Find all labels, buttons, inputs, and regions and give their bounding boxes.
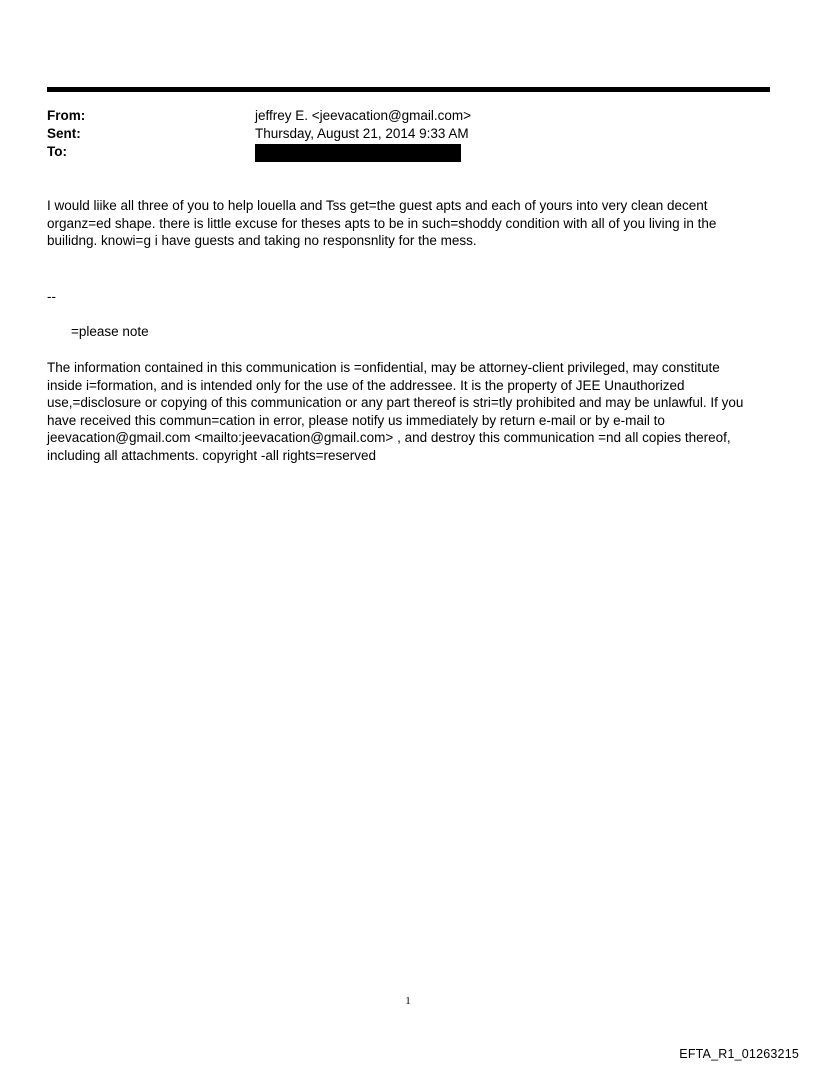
sent-label: Sent: xyxy=(47,126,81,141)
redaction-bar xyxy=(255,144,461,162)
note-line: =please note xyxy=(71,324,149,339)
to-label: To: xyxy=(47,144,67,159)
from-label: From: xyxy=(47,108,86,123)
from-value: jeffrey E. <jeevacation@gmail.com> xyxy=(255,108,472,123)
to-row xyxy=(47,143,770,161)
signature-separator: -- xyxy=(47,289,56,304)
document-id: EFTA_R1_01263215 xyxy=(679,1047,799,1061)
sent-value: Thursday, August 21, 2014 9:33 AM xyxy=(255,126,469,141)
email-header xyxy=(47,107,770,161)
page-number: 1 xyxy=(405,995,411,1007)
header-divider xyxy=(47,87,770,92)
confidentiality-disclaimer: The information contained in this communication is =onfidential, may be attorney-client privileged, may constitute inside i=formation, and is intended only for the use of the addressee. It is the property of JEE Unauthorized use,=disclosure or copying of this communication or any part thereof is stri=tly prohibited and may be unlawful. If you have received this commun=cation in error, please notify us immediately by return e-mail or by e-mail to jeevacation@gmail.com <mailto:jeevacation@gmail.com> , and destroy this communication =nd all copies thereof, including all attachments. copyright -all rights=reserved xyxy=(47,360,744,463)
from-row xyxy=(47,107,770,125)
message-body: I would liike all three of you to help louella and Tss get=the guest apts and each of yours into very clean decent organz=ed shape. there is little excuse for theses apts to be in such=shoddy condition with all of you living in the builidng. knowi=g i have guests and taking no responsnlity for the mess. xyxy=(47,198,717,248)
sent-row xyxy=(47,125,770,143)
